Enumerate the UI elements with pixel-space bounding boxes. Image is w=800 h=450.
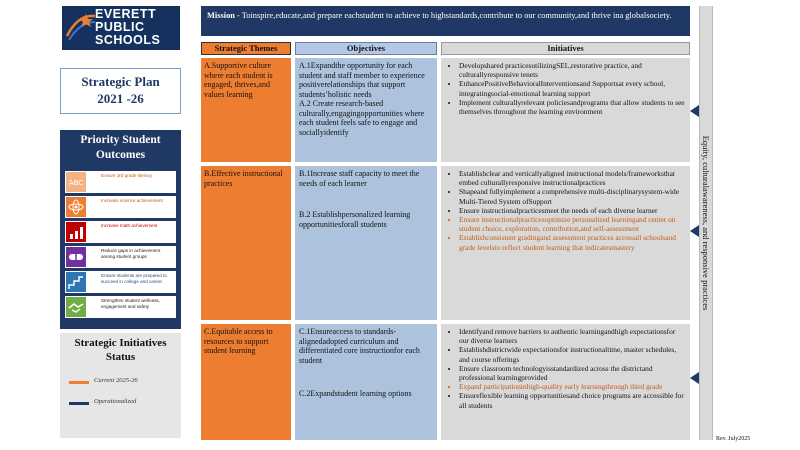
- initiative-item: • Ensure classroom technologyisstandardized across the districtand professional learningprovided: [459, 364, 686, 382]
- outcome-label: Increase math achievement: [101, 223, 158, 228]
- priority-outcomes-title: Priority Student Outcomes: [80, 134, 161, 161]
- outcome-science: [65, 196, 176, 218]
- objective-c2: C.2Expandstudent learning options: [299, 389, 412, 398]
- stairs-icon: [66, 272, 86, 292]
- initiative-item: • Ensure instructionalpracticesmeet the needs of each diverse learner: [459, 206, 686, 215]
- district-logo: [62, 6, 180, 50]
- abc-book-icon: [66, 172, 86, 192]
- header-themes: Strategic Themes: [201, 42, 291, 55]
- gap-pill-icon: [66, 247, 86, 267]
- initiative-item: • Establishdistrictwide expectationsfor instructionaltime, master schedules, and course offerings: [459, 345, 686, 363]
- operationalized-legend-label: Operationalized: [94, 398, 137, 405]
- initiative-item: • Establishclear and verticallyaligned instructional models/frameworksthat embed culturallyresponsive instructionalpractices: [459, 169, 686, 187]
- status-title: Strategic Initiatives Status: [74, 337, 167, 363]
- arrow-left-icon: [690, 225, 699, 237]
- initiative-item-current: • Ensure instructionalpracticesoptimize personalized learningand center on student choice, exploration, contribution,and self-assessment: [459, 215, 686, 233]
- outcome-gaps: [65, 246, 176, 268]
- theme-b: B.Effective instructional practices: [201, 166, 291, 320]
- outcome-label: Strengthen student wellness, engagement and safety: [101, 298, 160, 309]
- arrow-left-icon: [690, 105, 699, 117]
- objective-b2: B.2 Establishpersonalized learning opportunitiesforall students: [299, 210, 411, 229]
- current-legend-label: Current 2025-26: [94, 377, 138, 384]
- objective-a2: A.2 Create research-based culturally,engagingopportunities where each student feels safe to engage and sociallyidentify: [299, 99, 425, 137]
- star-swoosh-icon: [64, 10, 98, 44]
- outcome-wellness: [65, 296, 176, 318]
- theme-a: A.Supportive culture where each student is engaged, thrives,and values learning: [201, 58, 291, 162]
- objectives-b: [295, 166, 437, 320]
- initiative-item: • Developshared practicesutilizingSEL,restorative practice, and culturallyresponsive tenets: [459, 61, 686, 79]
- outcome-label: Ensure 3rd grade literacy: [101, 173, 153, 178]
- outcome-college-career: [65, 271, 176, 293]
- objective-b1: B.1Increase staff capacity to meet the needs of each learner: [299, 169, 420, 188]
- initiative-item: • Identifyand remove barriers to authentic learningandhigh expectationsfor our diverse learners: [459, 327, 686, 345]
- initiative-item-current: • Establishconsistent gradingand assessment practices acrossall schoolsand grade levelsto reflect student learning that indicatesmastery: [459, 233, 686, 251]
- initiative-item: • Implement culturallyrelevant policiesandprograms that allow students to see themselves throughout the learning environment: [459, 98, 686, 116]
- strategic-plan-box: [60, 68, 181, 114]
- plan-title: Strategic Plan: [81, 74, 160, 89]
- current-legend-swatch: [69, 381, 89, 384]
- equity-banner-text: Equity, culturalawareness, and responsive practices: [701, 135, 711, 311]
- mission-label: Mission: [207, 11, 235, 20]
- arrow-left-icon: [690, 372, 699, 384]
- initiative-item-current: • Expand participationinhigh-quality early learningthrough third grade: [459, 382, 686, 391]
- initiative-item: • Shapeand fullyimplement a comprehensive multi-disciplinarysystem-wide Multi-Tiered System ofSupport: [459, 187, 686, 205]
- objective-c1: C.1Ensureaccess to standards-alignedadopted curriculum and differentiated core instructionfor each student: [299, 327, 420, 365]
- logo-line-3: SCHOOLS: [95, 33, 161, 47]
- objective-a1: A.1Expandthe opportunity for each student and staff member to experience positiverelationships that support students’holistic needs: [299, 61, 425, 99]
- outcome-label: Reduce gaps in achievement among student groups: [101, 248, 161, 259]
- header-initiatives: Initiatives: [441, 42, 690, 55]
- operationalized-legend-swatch: [69, 402, 89, 405]
- theme-c: C.Equitable access to resources to support student learning: [201, 324, 291, 440]
- outcome-label: Ensure students are prepared to succeed in college and career: [101, 273, 167, 284]
- logo-line-2: PUBLIC: [95, 20, 145, 34]
- svg-text:ABC: ABC: [68, 179, 84, 187]
- atom-icon: [66, 197, 86, 217]
- objectives-c: [295, 324, 437, 440]
- chart-growth-icon: [66, 222, 86, 242]
- outcome-label: Increase science achievement: [101, 198, 163, 203]
- outcome-literacy: [65, 171, 176, 193]
- revision-date: Rev. July2025: [716, 436, 751, 442]
- plan-years: 2021 -26: [97, 91, 144, 106]
- handshake-icon: [66, 297, 86, 317]
- logo-line-1: EVERETT: [95, 7, 157, 21]
- outcome-math: [65, 221, 176, 243]
- initiative-item: • EnhancePositiveBehavioralInterventionsand Supportsat every school, integratingsocial-emotional learning support: [459, 79, 686, 97]
- initiatives-a: [441, 58, 690, 162]
- initiatives-c: [441, 324, 690, 440]
- initiatives-b: [441, 166, 690, 320]
- initiative-item: • Ensureflexible learning opportunitiesand choice programs are accessible for all students: [459, 391, 686, 409]
- header-objectives: Objectives: [295, 42, 437, 55]
- mission-text: - Toinspire,educate,and prepare eachstudent to achieve to highstandards,contribute to our community,and thrive ina globalsociety.: [234, 11, 672, 20]
- objectives-a: [295, 58, 437, 162]
- mission-statement: [201, 6, 690, 36]
